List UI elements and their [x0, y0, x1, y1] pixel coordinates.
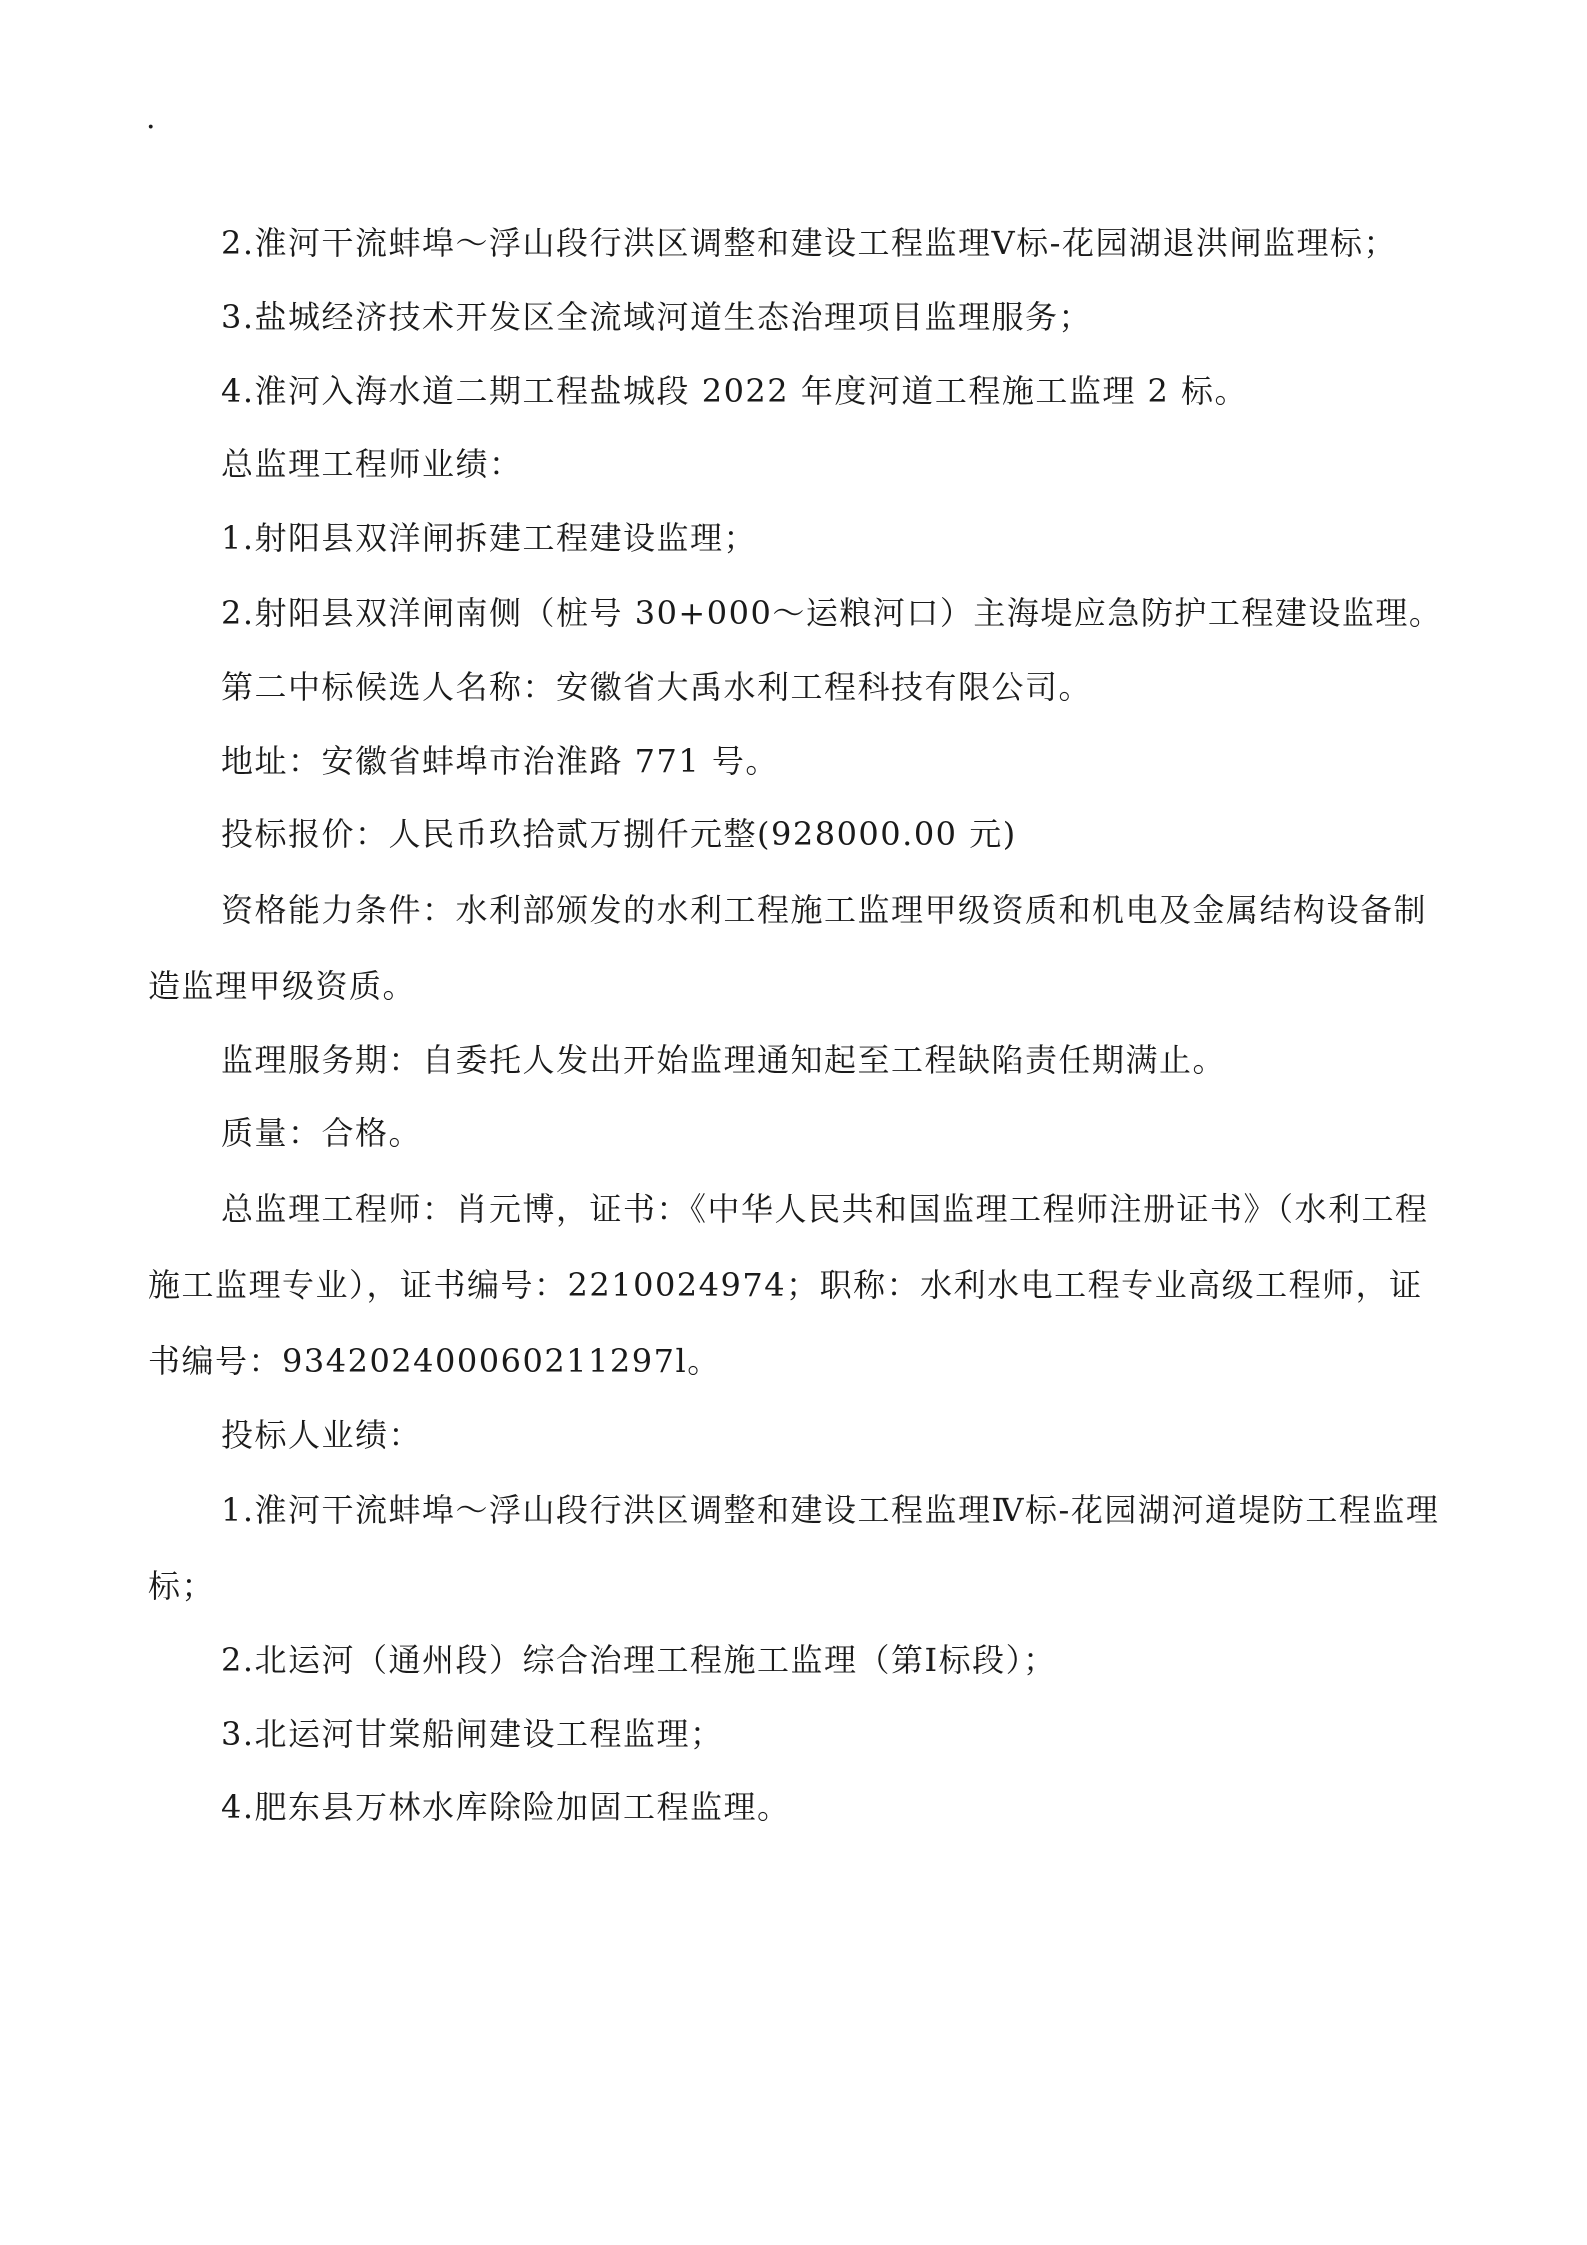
document-body [148, 205, 1448, 1845]
paragraph-service-period: 监理服务期：自委托人发出开始监理通知起至工程缺陷责任期满止。 [221, 1040, 1227, 1079]
paragraph-bid-price: 投标报价：人民币玖拾贰万捌仟元整(928000.00 元) [221, 815, 1017, 853]
paragraph-address: 地址：安徽省蚌埠市治淮路 771 号。 [221, 741, 779, 780]
page-marker: · [146, 110, 156, 145]
paragraph-qualification: 资格能力条件：水利部颁发的水利工程施工监理甲级资质和机电及金属结构设备制造监理甲级资质。 [148, 890, 1428, 1005]
heading-chief-engineer-performance: 总监理工程师业绩： [221, 445, 523, 483]
paragraph-second-candidate-name: 第二中标候选人名称：安徽省大禹水利工程科技有限公司。 [221, 668, 1093, 706]
paragraph-chief-performance-2: 2.射阳县双洋闸南侧（桩号 30+000～运粮河口）主海堤应急防护工程建设监理。 [221, 594, 1443, 632]
heading-bidder-performance: 投标人业绩： [221, 1415, 423, 1454]
paragraph-bidder-performance-4: 4.肥东县万林水库除险加固工程监理。 [221, 1788, 791, 1826]
paragraph-bidder-performance-3: 3.北运河甘棠船闸建设工程监理； [221, 1714, 724, 1753]
paragraph-performance-4: 4.淮河入海水道二期工程盐城段 2022 年度河道工程施工监理 2 标。 [221, 371, 1249, 410]
paragraph-chief-engineer: 总监理工程师：肖元博，证书：《中华人民共和国监理工程师注册证书》（水利工程施工监理专业），证书编号：2210024974；职称：水利水电工程专业高级工程师，证书编号：934202400060211297l。 [148, 1189, 1429, 1380]
paragraph-chief-performance-1: 1.射阳县双洋闸拆建工程建设监理； [221, 518, 758, 557]
paragraph-quality: 质量：合格。 [221, 1114, 423, 1152]
paragraph-bidder-performance-2: 2.北运河（通州段）综合治理工程施工监理（第Ⅰ标段）； [221, 1641, 1057, 1679]
paragraph-performance-3: 3.盐城经济技术开发区全流域河道生态治理项目监理服务； [221, 298, 1093, 336]
paragraph-performance-2: 2.淮河干流蚌埠～浮山段行洪区调整和建设工程监理Ⅴ标-花园湖退洪闸监理标； [221, 224, 1397, 262]
paragraph-bidder-performance-1: 1.淮河干流蚌埠～浮山段行洪区调整和建设工程监理Ⅳ标-花园湖河道堤防工程监理标； [148, 1491, 1440, 1605]
